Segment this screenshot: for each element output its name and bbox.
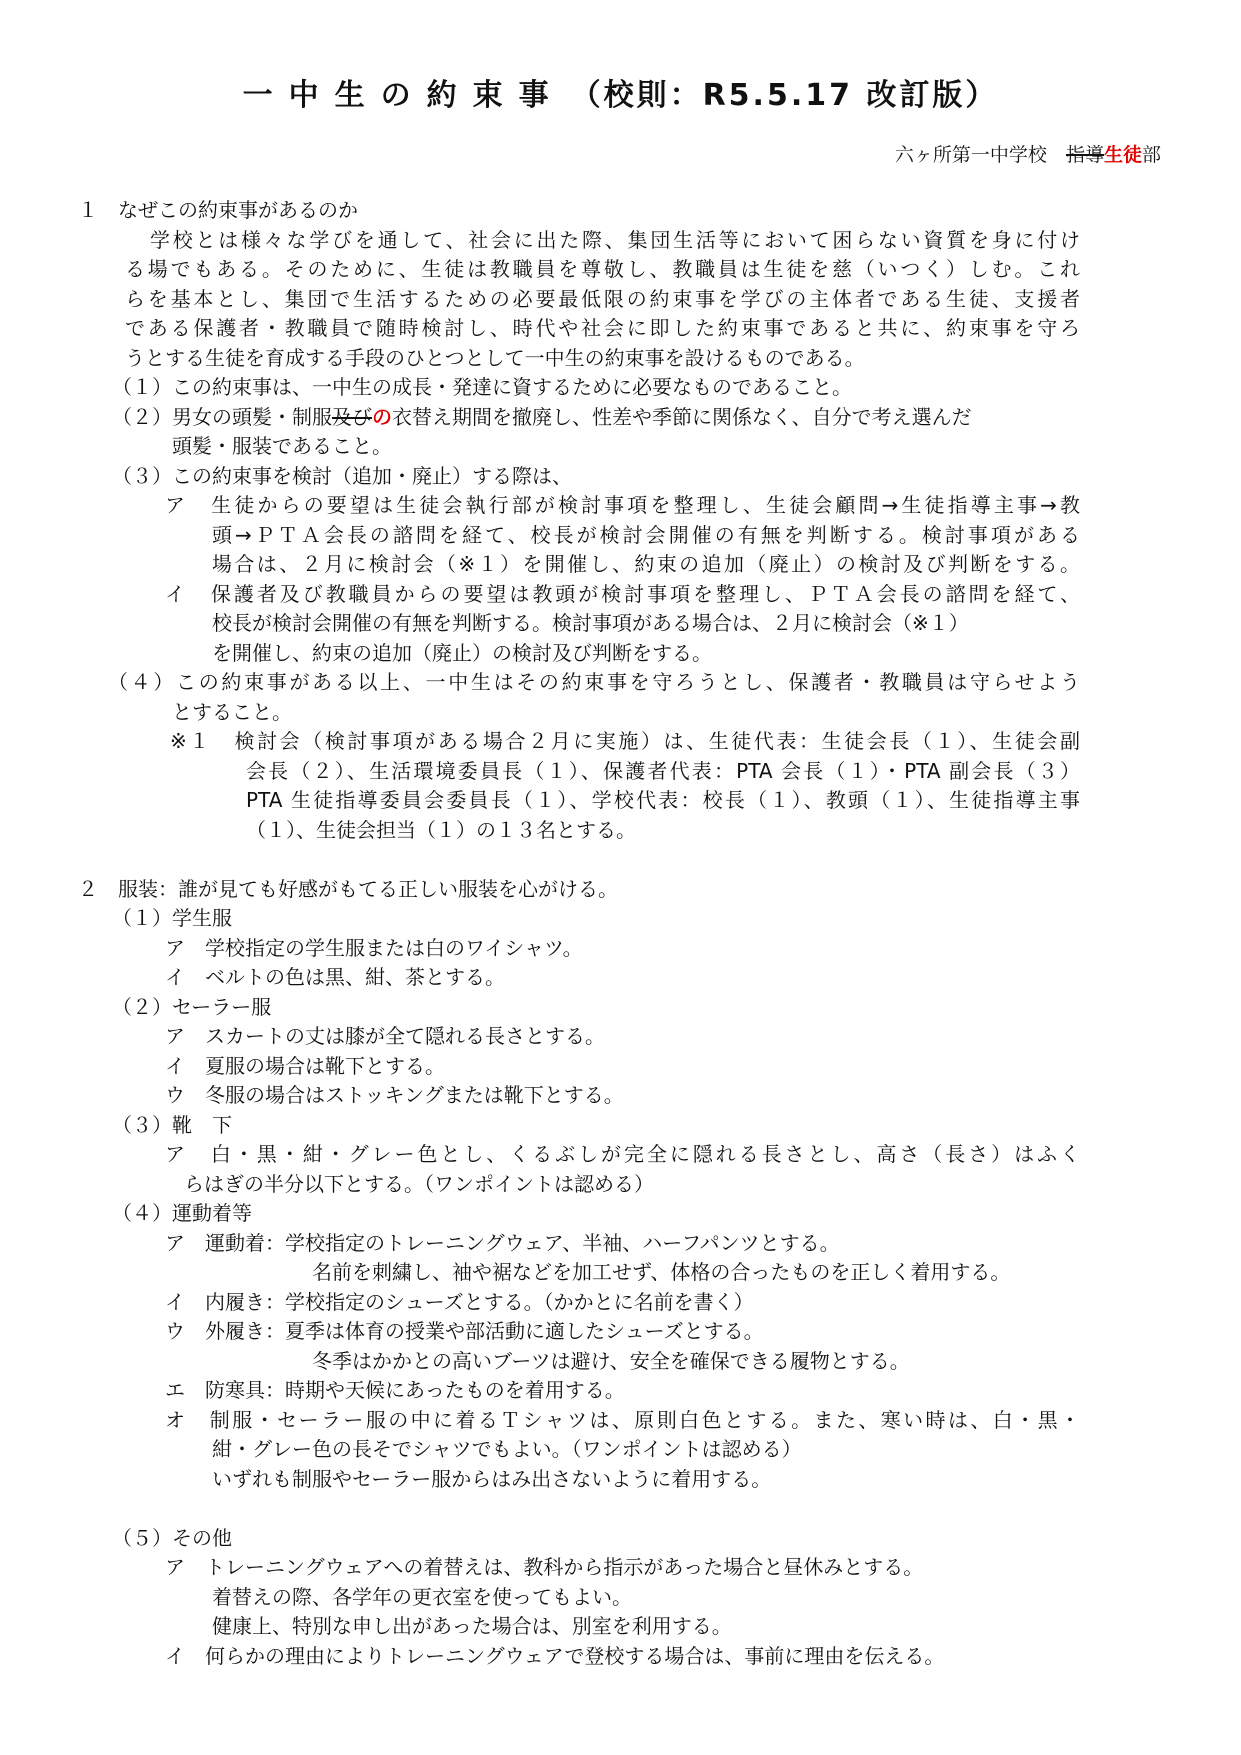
note-line: ※１ 検討会（検討事項がある場合２月に実施）は、生徒代表：生徒会長（１）、生徒会副 (170, 729, 1080, 753)
section-heading: １ なぜこの約束事があるのか (78, 198, 358, 222)
list-item: （４）運動着等 (112, 1201, 252, 1225)
sub-item: イ 何らかの理由によりトレーニングウェアで登校する場合は、事前に理由を伝える。 (165, 1643, 945, 1668)
sub-item: イ 夏服の場合は靴下とする。 (165, 1053, 445, 1078)
list-item-continuation: とすること。 (172, 699, 292, 724)
paragraph-line: る場でもある。そのために、生徒は教職員を尊敬し、教職員は生徒を慈（いつく）しむ。これ (125, 257, 1080, 281)
sub-item: イ ベルトの色は黒、紺、茶とする。 (165, 965, 505, 989)
sub-item: ア 学校指定の学生服または白のワイシャツ。 (165, 935, 583, 960)
paragraph-line: である保護者・教職員で随時検討し、時代や社会に即した約束事であると共に、約束事を守ろ (125, 316, 1080, 340)
page-title (0, 70, 1241, 114)
list-item-continuation: 頭髪・服装であること。 (172, 434, 392, 458)
dept-suffix: 部 (1141, 144, 1161, 166)
sub-item-continuation: 名前を刺繍し、袖や裾などを加工せず、体格の合ったものを正しく着用する。 (312, 1260, 1011, 1284)
note-line: 会長（２）、生活環境委員長（１）、保護者代表：PTA 会長（１）・PTA 副会長（３） (246, 758, 1080, 783)
sub-item-continuation: 紺・グレー色の長そでシャツでもよい。（ワンポイントは認める） (212, 1437, 802, 1461)
sub-item: オ 制服・セーラー服の中に着るＴシャツは、原則白色とする。また、寒い時は、白・黒・ (165, 1407, 1080, 1432)
sub-item-continuation: いずれも制服やセーラー服からはみ出さないように着用する。 (212, 1466, 772, 1491)
sub-item: ウ 冬服の場合はストッキングまたは靴下とする。 (165, 1083, 624, 1107)
sub-item: イ 保護者及び教職員からの要望は教頭が検討事項を整理し、ＰＴＡ会長の諮問を経て、 (165, 581, 1080, 606)
document-body (0, 196, 1241, 1671)
note-line: PTA 生徒指導委員会委員長（１）、学校代表：校長（１）、教頭（１）、生徒指導主事 (246, 788, 1080, 812)
list-item: （４）この約束事がある以上、一中生はその約束事を守ろうとし、保護者・教職員は守らせよう (108, 670, 1080, 694)
list-item: （１）この約束事は、一中生の成長・発達に資するために必要なものであること。 (112, 375, 852, 399)
paragraph-line: らを基本とし、集団で生活するための必要最低限の約束事を学びの主体者である生徒、支援者 (125, 286, 1080, 311)
title-main: 一中生の約束事 (242, 78, 565, 113)
sub-item-continuation: 場合は、２月に検討会（※１）を開催し、約束の追加（廃止）の検討及び判断をする。 (212, 552, 1080, 576)
list-item: （３）この約束事を検討（追加・廃止）する際は、 (112, 463, 572, 488)
sub-item: ア 運動着：学校指定のトレーニングウェア、半袖、ハーフパンツとする。 (165, 1230, 840, 1255)
sub-item-continuation: 健康上、特別な申し出があった場合は、別室を利用する。 (212, 1614, 732, 1638)
list-item: （１）学生服 (112, 906, 232, 930)
author-line (895, 140, 1161, 167)
title-sub: （校則：R5.5.17 改訂版） (570, 78, 999, 113)
sub-item-continuation: を開催し、約束の追加（廃止）の検討及び判断をする。 (212, 640, 712, 665)
sub-item: イ 内履き：学校指定のシューズとする。（かかとに名前を書く） (165, 1289, 754, 1314)
note-line: （１）、生徒会担当（１）の１３名とする。 (246, 817, 636, 842)
list-item: （２）セーラー服 (112, 994, 272, 1019)
list-item: （３）靴 下 (112, 1112, 232, 1137)
sub-item: ア トレーニングウェアへの着替えは、教科から指示があった場合と昼休みとする。 (165, 1555, 924, 1579)
section-heading: ２ 服装：誰が見ても好感がもてる正しい服装を心がける。 (78, 876, 618, 901)
sub-item: ア スカートの丈は膝が全て隠れる長さとする。 (165, 1024, 605, 1048)
sub-item-continuation: らはぎの半分以下とする。（ワンポイントは認める） (184, 1171, 654, 1196)
sub-item: ア 白・黒・紺・グレー色とし、くるぶしが完全に隠れる長さとし、高さ（長さ）はふく (165, 1142, 1080, 1166)
sub-item: ウ 外履き：夏季は体育の授業や部活動に適したシューズとする。 (165, 1319, 764, 1343)
red-correction: 生徒 (1103, 144, 1142, 166)
sub-item: エ 防寒具：時期や天候にあったものを着用する。 (165, 1378, 625, 1402)
sub-item-continuation: 冬季はかかとの高いブーツは避け、安全を確保できる履物とする。 (312, 1348, 910, 1373)
sub-item: ア 生徒からの要望は生徒会執行部が検討事項を整理し、生徒会顧問→生徒指導主事→教 (165, 493, 1080, 517)
list-item: （５）その他 (112, 1525, 232, 1550)
school-name: 六ヶ所第一中学校 (894, 144, 1047, 166)
sub-item-continuation: 着替えの際、各学年の更衣室を使ってもよい。 (212, 1584, 632, 1609)
red-correction: の (372, 404, 392, 429)
sub-item-continuation: 校長が検討会開催の有無を判断する。検討事項がある場合は、２月に検討会（※１） (212, 611, 969, 635)
struck-text: 及び (332, 404, 372, 429)
paragraph-line: うとする生徒を育成する手段のひとつとして一中生の約束事を設けるものである。 (125, 345, 865, 370)
sub-item-continuation: 頭→ＰＴＡ会長の諮問を経て、校長が検討会開催の有無を判断する。検討事項がある (212, 522, 1080, 547)
paragraph-line: 学校とは様々な学びを通して、社会に出た際、集団生活等において困らない資質を身に付け (150, 227, 1080, 252)
list-item: （２）男女の頭髪・制服及びの衣替え期間を撤廃し、性差や季節に関係なく、自分で考え選んだ (112, 404, 972, 429)
struck-text: 指導 (1065, 144, 1104, 166)
